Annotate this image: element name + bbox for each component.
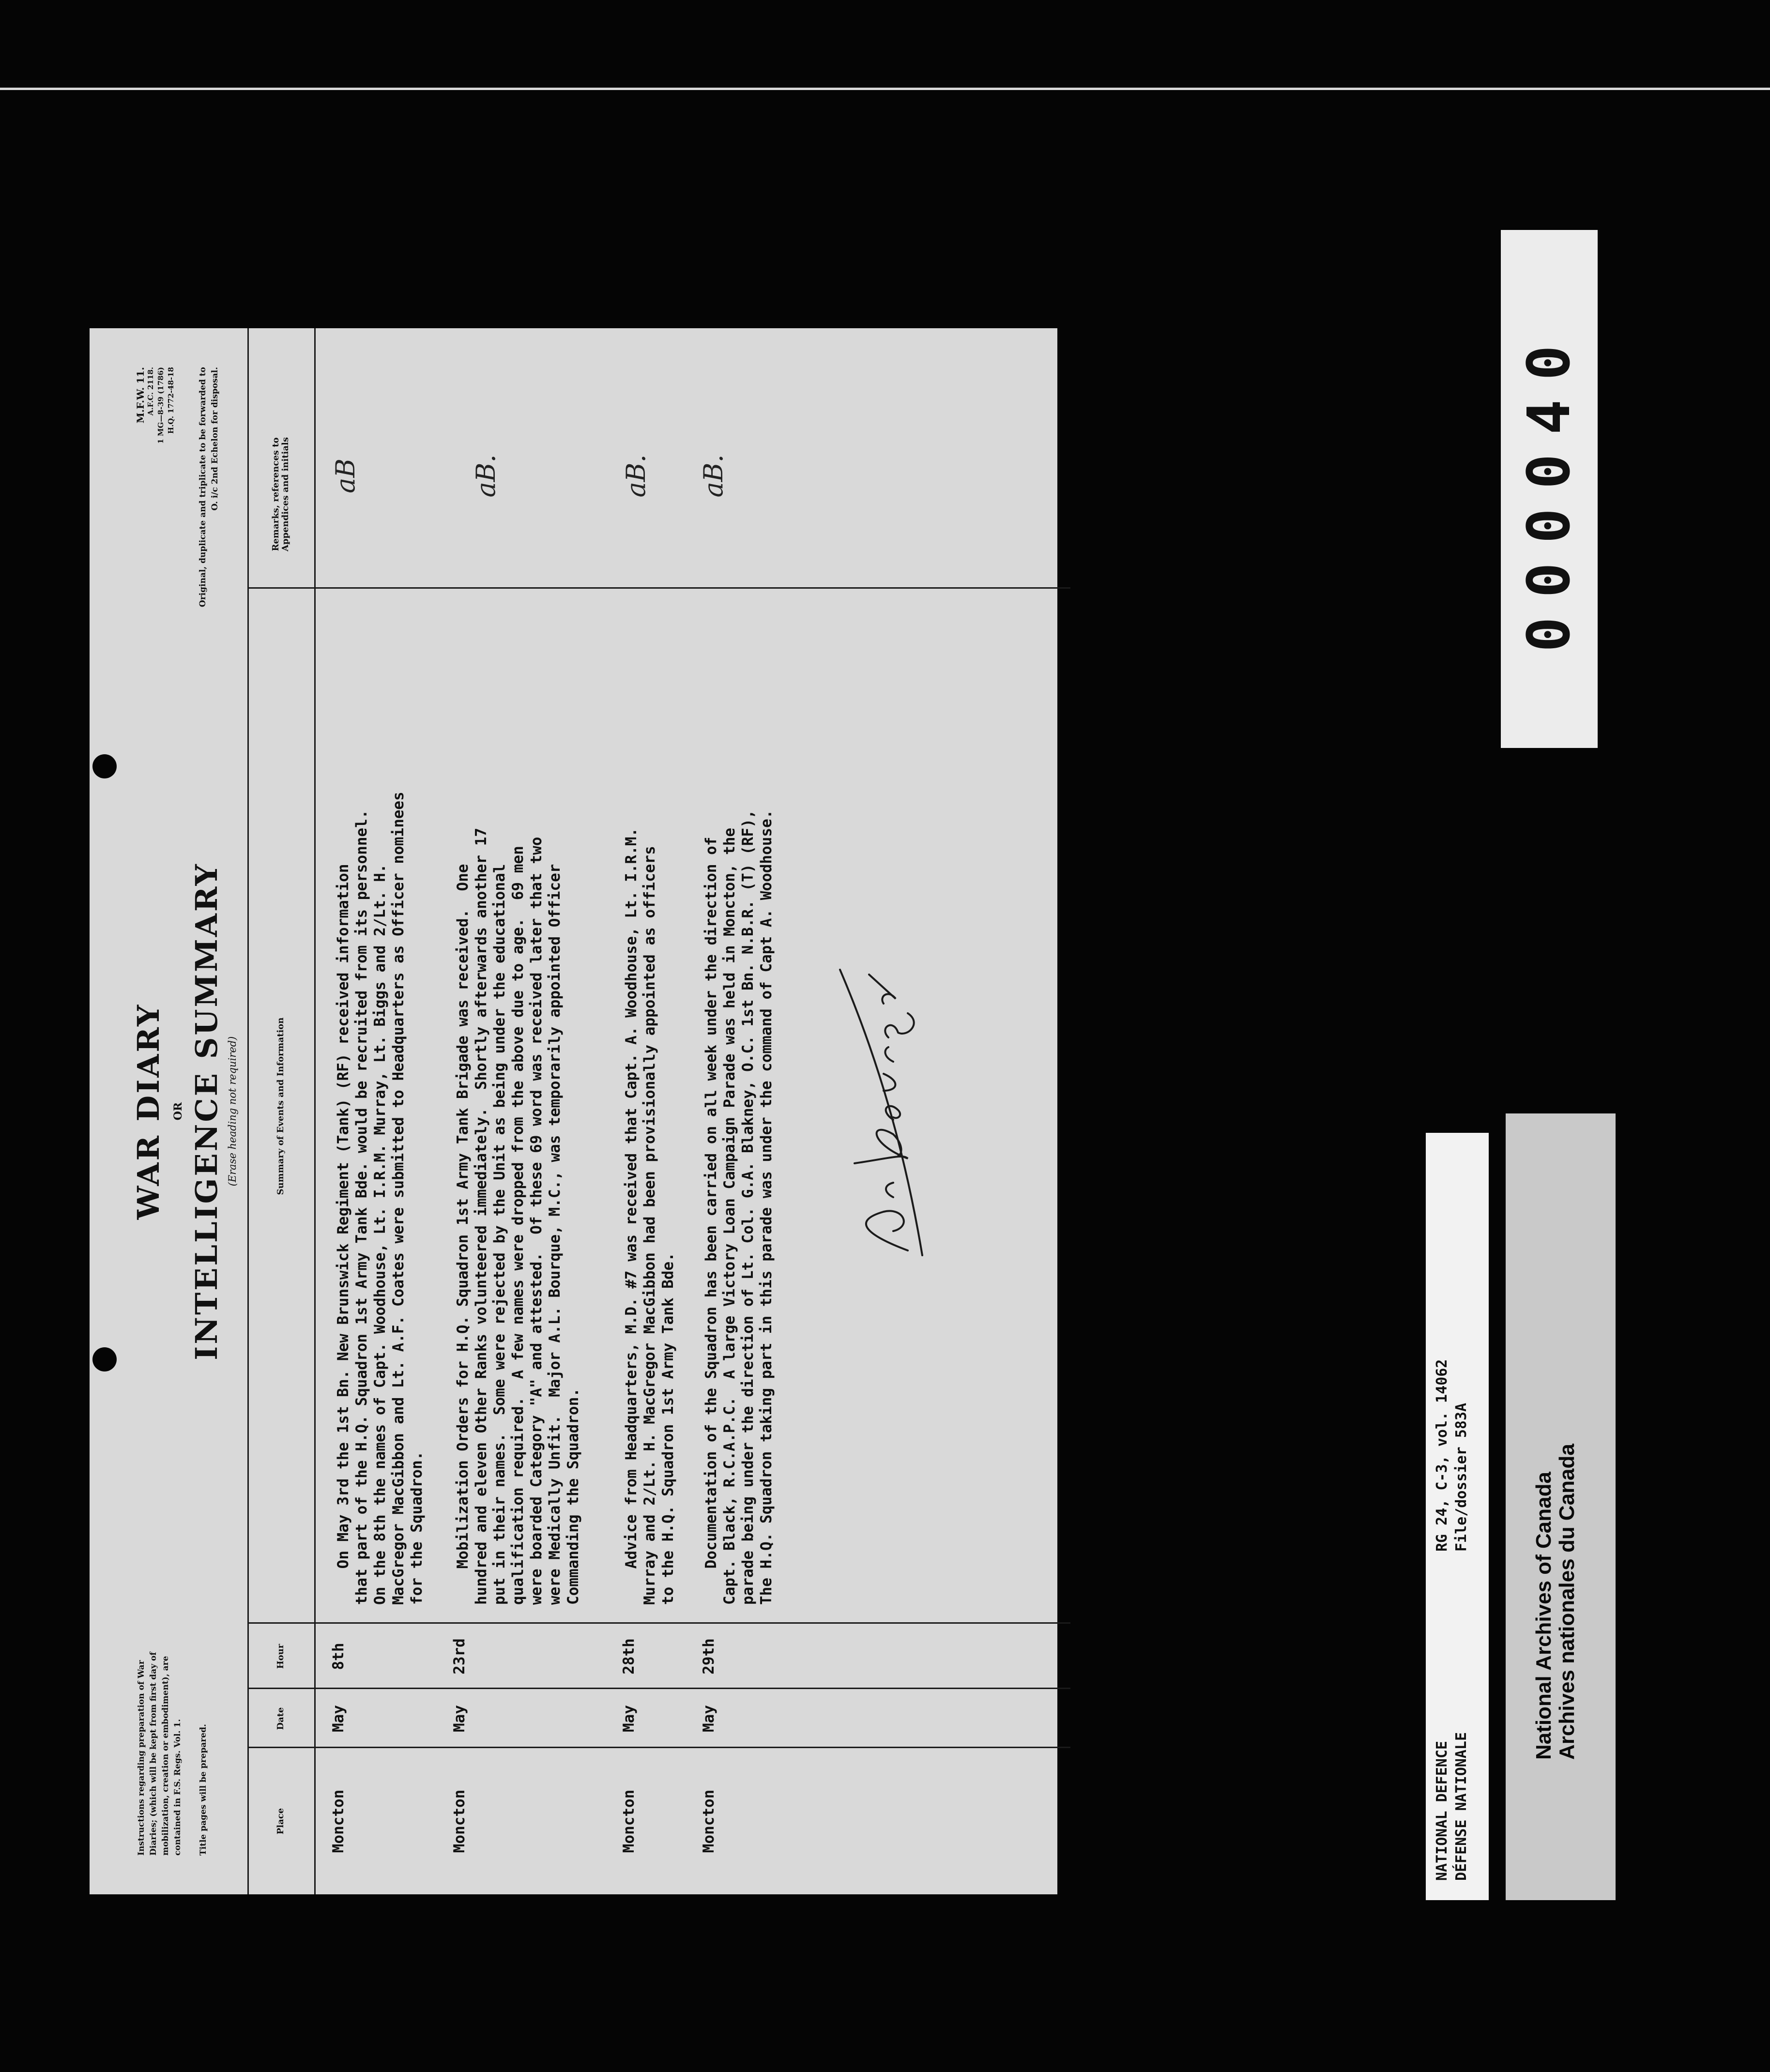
- entry-date: May: [620, 1705, 638, 1732]
- column-divider: [247, 1688, 1070, 1689]
- form-ref-code: H.Q. 1772-48-18: [167, 367, 175, 434]
- header-bottom-rule: [314, 328, 316, 1894]
- entry-hour: 8th: [330, 1643, 347, 1670]
- column-divider: [247, 1747, 1070, 1748]
- entry-place: Moncton: [620, 1789, 638, 1853]
- column-divider: [247, 1622, 1070, 1624]
- frame-number-label: 000040: [1501, 230, 1598, 748]
- form-title-war-diary: WAR DIARY: [131, 1003, 166, 1220]
- column-header-date: Date: [275, 1707, 286, 1730]
- entry-initials: aB.: [471, 454, 501, 498]
- form-title-or: OR: [172, 1102, 184, 1121]
- entry-summary: On May 3rd the 1st Bn. New Brunswick Regiment (Tank) (RF) received information that part of the H.Q. Squadron 1st Army Tank Bde. would be recruited from its personnel. On the 8th the names of Capt. Woodhouse, Lt. I.R.M. Murray, Lt. Biggs and 2/Lt. H. MacGregor MacGibbon and Lt. A.F. Coates were submitted to Headquarters as Officer nominees for the Squadron.: [335, 792, 426, 1605]
- rg-reference-line: File/dossier 583A: [1453, 1402, 1470, 1552]
- entry-place: Moncton: [451, 1789, 468, 1853]
- entry-hour: 23rd: [451, 1638, 468, 1675]
- entry-initials: aB.: [698, 454, 729, 498]
- column-header-place: Place: [275, 1808, 286, 1835]
- column-header-remarks: Remarks, references to Appendices and initials: [271, 437, 290, 552]
- punch-hole: [92, 754, 117, 778]
- national-archives-label: [1506, 1113, 1616, 1900]
- handwritten-signature: [811, 965, 937, 1265]
- entry-initials: aB.: [621, 454, 651, 498]
- film-edge-line: [0, 88, 1770, 90]
- national-archives-text: [1532, 1444, 1579, 1760]
- entry-place: Moncton: [330, 1789, 347, 1853]
- column-header-summary: Summary of Events and Information: [275, 1017, 286, 1195]
- nd-label-line: DÉFENSE NATIONALE: [1453, 1732, 1470, 1881]
- form-reference: [136, 367, 176, 454]
- form-ref-code: M.F.W. 11.: [135, 367, 146, 424]
- entry-summary: Documentation of the Squadron has been carried on all week under the direction of Capt. Black, R.C.A.P.C. A large Victory Loan Campaign Parade was held in Moncton, the parade being under the direction of Lt. Col. G.A. Blakney, O.C. 1st Bn. N.B.R. (T) (RF), The H.Q. Squadron taking part in this parade was under the command of Capt A. Woodhouse.: [702, 809, 775, 1605]
- entry-place: Moncton: [700, 1789, 717, 1853]
- entry-date: May: [700, 1705, 717, 1732]
- original-copies-note: Original, duplicate and triplicate to be forwarded to O. i/c 2nd Echelon for disposal.: [198, 367, 220, 608]
- entry-hour: 28th: [620, 1638, 638, 1675]
- entry-date: May: [451, 1705, 468, 1732]
- punch-hole: [92, 1347, 117, 1371]
- form-ref-code: A.F.C. 2118.: [146, 367, 155, 416]
- column-header-hour: Hour: [275, 1644, 286, 1669]
- form-title-intelligence-summary: INTELLIGENCE SUMMARY: [189, 862, 224, 1360]
- form-title-note: (Erase heading not required): [227, 1036, 238, 1187]
- national-defence-label: [1426, 1133, 1489, 1900]
- table-top-rule: [247, 328, 249, 1894]
- title-pages-note: Title pages will be prepared.: [198, 1724, 208, 1856]
- entry-hour: 29th: [700, 1638, 717, 1675]
- entry-initials: aB: [330, 458, 361, 493]
- column-divider: [247, 587, 1070, 589]
- rg-reference: [1433, 1359, 1471, 1552]
- entry-date: May: [330, 1705, 347, 1732]
- war-diary-form: [90, 328, 1057, 1894]
- nac-label-line: Archives nationales du Canada: [1555, 1444, 1579, 1760]
- entry-summary: Advice from Headquarters, M.D. #7 was received that Capt. A. Woodhouse, Lt. I.R.M. Murray and 2/Lt. H. MacGregor MacGibbon had been provisionally appointed as officers to the H.Q. Squadron 1st Army Tank Bde.: [623, 827, 677, 1605]
- instructions-text: Instructions regarding preparation of War Diaries; (which will be kept from first day of mobilization, creation or embodiment), are contained in F.S. Regs. Vol. 1.: [137, 1652, 183, 1856]
- nd-label-line: NATIONAL DEFENCE: [1434, 1741, 1450, 1881]
- entry-summary: Mobilization Orders for H.Q. Squadron 1st Army Tank Brigade was received. One hundred and eleven Other Ranks volunteered immediately. Shortly afterwards another 17 put in their names. Some were rejected by the Unit as being under the educational qualification required. A few names were dropped from the above due to age. 69 men were boarded Category "A" and attested. Of these 69 word was received later that two were Medically Unfit. Major A.L. Bourque, M.C., was temporarily appointed Officer Commanding the Squadron.: [454, 827, 582, 1605]
- nac-label-line: National Archives of Canada: [1532, 1472, 1556, 1760]
- rg-reference-line: RG 24, C-3, vol. 14062: [1434, 1359, 1450, 1552]
- form-ref-code: 1 MG—8-39 (1786): [156, 367, 165, 444]
